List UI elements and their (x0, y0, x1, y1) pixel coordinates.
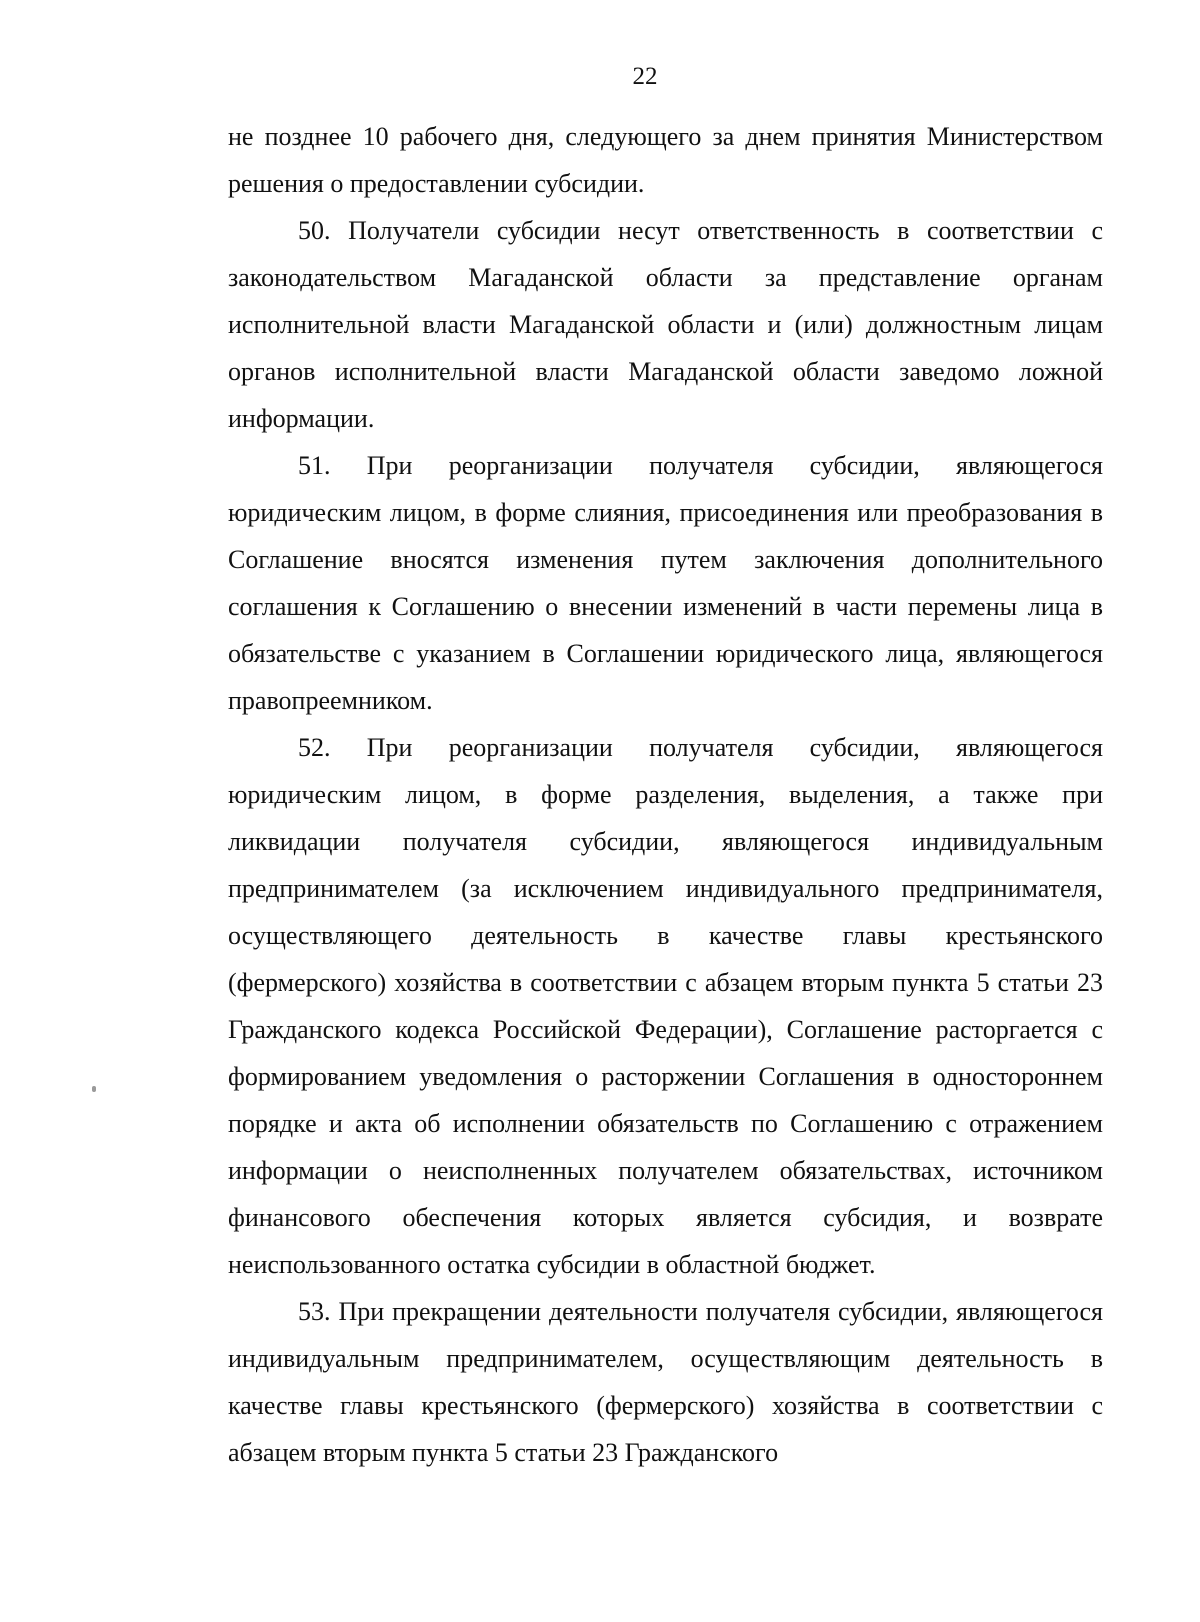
paragraph-number: 52. (298, 733, 331, 762)
paragraph-number: 53. (298, 1297, 331, 1326)
paragraph-53 (228, 1288, 1103, 1476)
document-body (228, 113, 1103, 1476)
paragraph-number: 50. (298, 216, 331, 245)
paragraph-number: 51. (298, 451, 331, 480)
paragraph-text: не позднее 10 рабочего дня, следующего за днем принятия Министерством решения о предоставлении субсидии. (228, 122, 1103, 198)
paragraph-text: При прекращении деятельности получателя субсидии, являющегося индивидуальным предпринимателем, осуществляющим деятельность в качестве главы крестьянского (фермерского) хозяйства в соответствии с абзацем вторым пункта 5 статьи 23 Гражданского (228, 1297, 1104, 1467)
paragraph-text: При реорганизации получателя субсидии, являющегося юридическим лицом, в форме слияния, присоединения или преобразования в Соглашение вносятся изменения путем заключения дополнительного соглашения к Соглашению о внесении изменений в части перемены лица в обязательстве с указанием в Соглашении юридического лица, являющегося правопреемником. (228, 451, 1103, 715)
scan-artifact (92, 1086, 96, 1092)
paragraph-text: При реорганизации получателя субсидии, являющегося юридическим лицом, в форме разделения, выделения, а также при ликвидации получателя субсидии, являющегося индивидуальным предпринимателем (за исключением индивидуального предпринимателя, осуществляющего деятельность в качестве главы крестьянского (фермерского) хозяйства в соответствии с абзацем вторым пункта 5 статьи 23 Гражданского кодекса Российской Федерации), Соглашение расторгается с формированием уведомления о расторжении Соглашения в одностороннем порядке и акта об исполнении обязательств по Соглашению с отражением информации о неисполненных получателем обязательствах, источником финансового обеспечения которых является субсидия, и возврате неиспользованного остатка субсидии в областной бюджет. (228, 733, 1103, 1279)
paragraph-52 (228, 724, 1103, 1288)
page-number: 22 (632, 63, 658, 90)
paragraph-51 (228, 442, 1103, 724)
paragraph-50 (228, 207, 1103, 442)
paragraph-continuation (228, 113, 1103, 207)
paragraph-text: Получатели субсидии несут ответственность в соответствии с законодательством Магаданской области за представление органам исполнительной власти Магаданской области и (или) должностным лицам органов исполнительной власти Магаданской области заведомо ложной информации. (228, 216, 1104, 433)
